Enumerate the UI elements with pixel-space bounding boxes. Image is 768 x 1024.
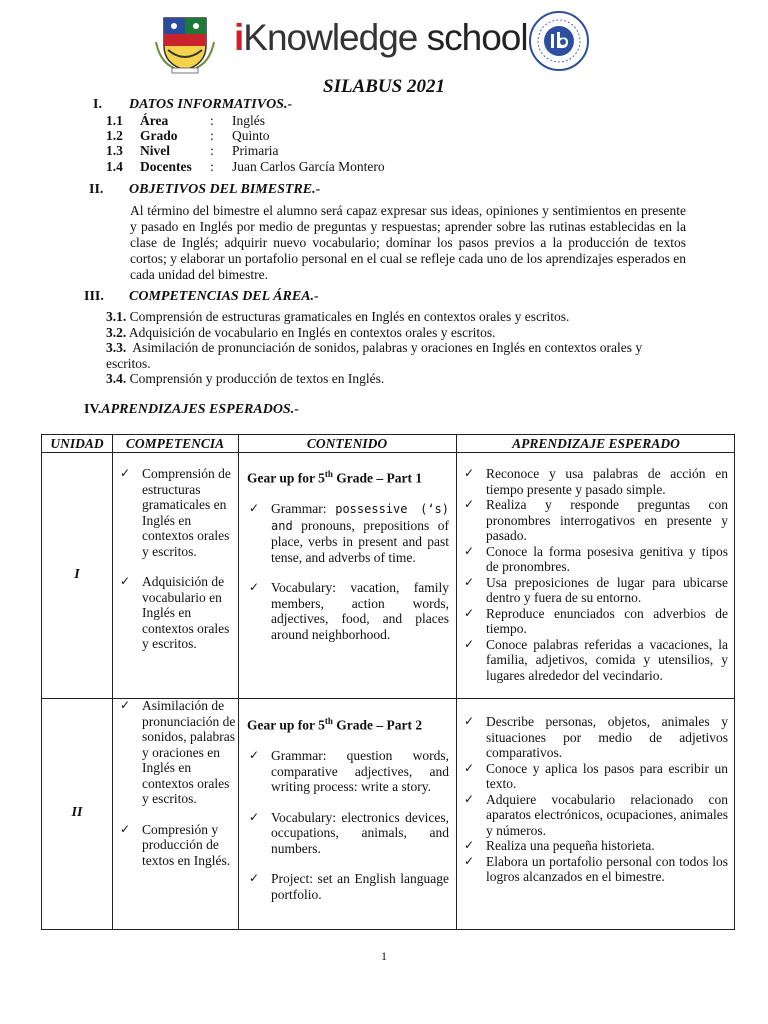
list-item xyxy=(247,580,449,642)
section-heading-aprendizajes xyxy=(84,402,299,418)
list-item: ✓ Asimilación de pronunciación de sonidos, palabras y oraciones en Inglés en contextos orales y escritos. xyxy=(118,698,236,807)
table-divider xyxy=(456,435,457,929)
competency-text: Asimilación de pronunciación de sonidos, palabras y oraciones en Inglés en contextos orales y escritos. xyxy=(106,340,643,371)
header-competencia: COMPETENCIA xyxy=(125,436,225,451)
page-number: 1 xyxy=(381,949,387,963)
info-separator: : xyxy=(210,128,214,143)
section-heading-competencias xyxy=(84,289,319,305)
content-title-end: Grade – Part 1 xyxy=(332,470,423,486)
header-aprendizaje: APRENDIZAJE ESPERADO xyxy=(512,436,680,451)
objectives-paragraph: Al término del bimestre el alumno será capaz expresar sus ideas, opiniones y sentimientos en presente y pasado en Inglés por medio de preguntas y respuestas; aprender sobre las rutinas establecidas en la clase de Inglés; adquirir nuevo vocabulario; dominar los pasos previos a la producción de textos cortos; y elaborar un portafolio personal en el cual se refleje cada uno de los aprendizajes esperados en cada unidad del bimestre. xyxy=(130,203,686,282)
list-item: ✓ Comprensión de estructuras gramaticales en Inglés en contextos orales y escritos. xyxy=(118,466,236,559)
info-number: 1.1 xyxy=(106,113,123,128)
list-item: ✓ Project: set an English language portfolio. xyxy=(247,871,449,902)
list-item: ✓ Reproduce enunciados con adverbios de tiempo. xyxy=(462,606,728,637)
competency-number: 3.1. xyxy=(106,309,127,324)
list-item xyxy=(247,501,449,565)
info-key: Docentes xyxy=(140,159,192,174)
competency-item xyxy=(106,371,681,387)
competency-item xyxy=(106,309,681,325)
content-text: Vocabulary: vacation, family members, action words, adjectives, food, and places around neighborhood. xyxy=(271,580,449,642)
list-item: ✓ Conoce la forma posesiva genitiva y tipos de pronombres. xyxy=(462,544,728,575)
brand-knowledge-word: Knowledge xyxy=(243,17,418,58)
header-contenido: CONTENIDO xyxy=(306,436,388,451)
info-key: Grado xyxy=(140,128,178,143)
info-key: Nivel xyxy=(140,143,170,158)
list-item: ✓ Compresión y producción de textos en Inglés. xyxy=(118,822,236,869)
section-heading-objetivos xyxy=(89,182,320,198)
list-item: ✓ Adquisición de vocabulario en Inglés en contextos orales y escritos. xyxy=(118,574,236,652)
competency-text: Comprensión de estructuras gramaticales en Inglés en contextos orales y escritos. xyxy=(129,309,570,324)
list-item: ✓ Realiza una pequeña historieta. xyxy=(462,838,728,854)
unit-content-title xyxy=(247,467,449,486)
info-number: 1.4 xyxy=(106,159,123,174)
info-separator: : xyxy=(210,113,214,128)
contenido-cell xyxy=(247,467,449,642)
competency-number: 3.3. xyxy=(106,340,127,355)
section-label: COMPETENCIAS DEL ÁREA.- xyxy=(129,289,319,304)
ib-world-school-seal-icon xyxy=(528,10,590,72)
content-title-start: Gear up for 5 xyxy=(247,717,325,733)
brand-school-word: school xyxy=(417,17,528,58)
info-value: Juan Carlos García Montero xyxy=(232,159,385,174)
header-unidad: UNIDAD xyxy=(50,436,104,451)
content-text: Grammar: xyxy=(271,501,336,516)
competencia-cell xyxy=(118,466,236,652)
list-item: ✓ Conoce y aplica los pasos para escribir un texto. xyxy=(462,761,728,792)
list-item: ✓ Usa preposiciones de lugar para ubicarse dentro y fuera de su entorno. xyxy=(462,575,728,606)
info-value: Quinto xyxy=(232,128,270,143)
competency-item xyxy=(106,340,676,371)
unit-label: I xyxy=(74,567,80,582)
competency-number: 3.2. xyxy=(106,325,127,340)
table-divider xyxy=(238,435,239,929)
competency-text: Adquisición de vocabulario en Inglés en contextos orales y escritos. xyxy=(128,325,496,340)
page-title: SILABUS 2021 xyxy=(323,76,445,97)
info-separator: : xyxy=(210,143,214,158)
section-number: II. xyxy=(89,182,104,197)
info-value: Inglés xyxy=(232,113,265,128)
aprendizaje-cell xyxy=(462,466,728,683)
content-code-text: possessive (‘s) and xyxy=(271,502,449,533)
section-label: OBJETIVOS DEL BIMESTRE.- xyxy=(129,182,321,197)
list-item: ✓ Conoce palabras referidas a vacaciones, la familia, adjetivos, comida y utensilios, y lugares alrededor del vecindario. xyxy=(462,637,728,684)
section-number: III. xyxy=(84,289,104,304)
list-item: ✓ Realiza y responde preguntas con pronombres interrogativos en presente y pasado. xyxy=(462,497,728,544)
contenido-cell xyxy=(247,714,449,902)
document-header xyxy=(154,8,590,78)
info-key: Área xyxy=(140,113,169,128)
section-number: I. xyxy=(93,97,102,112)
school-brand-name xyxy=(234,18,528,58)
list-item: ✓ Vocabulary: electronics devices, occupations, animals, and numbers. xyxy=(247,810,449,857)
content-title-end: Grade – Part 2 xyxy=(332,717,423,733)
list-item: ✓ Adquiere vocabulario relacionado con aparatos electrónicos, ocupaciones, animales y números. xyxy=(462,792,728,839)
competencia-cell xyxy=(118,698,236,868)
list-item: ✓ Grammar: question words, comparative adjectives, and writing process: write a story. xyxy=(247,748,449,795)
competency-number: 3.4. xyxy=(106,371,127,386)
content-title-sup: th xyxy=(324,469,333,479)
table-divider xyxy=(42,452,734,453)
table-divider xyxy=(112,435,113,929)
learning-table xyxy=(41,434,735,930)
section-label: DATOS INFORMATIVOS.- xyxy=(129,97,293,112)
school-crest-icon xyxy=(154,12,216,74)
list-item: ✓ Describe personas, objetos, animales y situaciones por medio de adjetivos comparativos. xyxy=(462,714,728,761)
info-separator: : xyxy=(210,159,214,174)
list-item: ✓ Elabora un portafolio personal con todos los logros alcanzados en el bimestre. xyxy=(462,854,728,885)
content-text: pronouns, prepositions of place, verbs in present and past tense, and adverbs of time. xyxy=(271,517,449,565)
info-number: 1.2 xyxy=(106,128,123,143)
list-item: ✓ Reconoce y usa palabras de acción en tiempo presente y pasado simple. xyxy=(462,466,728,497)
info-value: Primaria xyxy=(232,143,279,158)
aprendizaje-cell xyxy=(462,714,728,885)
unit-content-title xyxy=(247,714,449,733)
unit-label: II xyxy=(71,805,83,820)
section-number: IV. xyxy=(84,402,102,417)
content-title-sup: th xyxy=(324,716,333,726)
content-title-start: Gear up for 5 xyxy=(247,470,325,486)
info-number: 1.3 xyxy=(106,143,123,158)
brand-i-letter: i xyxy=(234,17,244,58)
section-heading-datos xyxy=(93,97,292,113)
competency-item xyxy=(106,325,681,341)
competency-text: Comprensión y producción de textos en Inglés. xyxy=(129,371,385,386)
section-label: APRENDIZAJES ESPERADOS.- xyxy=(101,402,299,417)
